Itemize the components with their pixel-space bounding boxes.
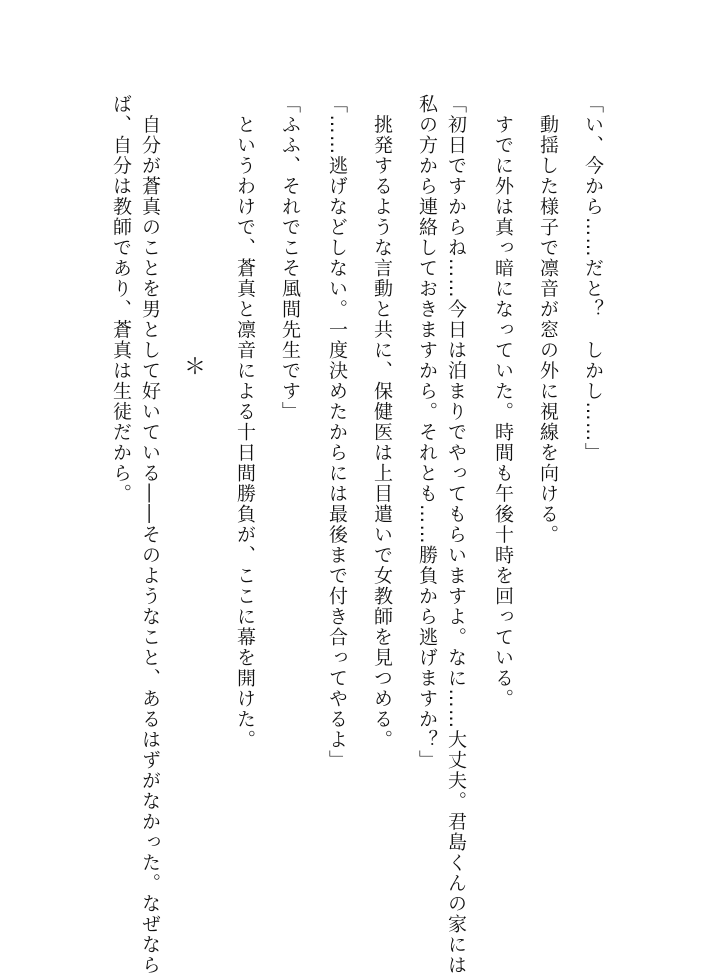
- text-line-8: 「ふふ、それでこそ風間先生です」: [279, 94, 301, 422]
- text-line-3: すでに外は真っ暗になっていた。時間も午後十時を回っている。: [492, 94, 514, 709]
- text-line-7: 「……逃げなどしない。一度決めたからには最後まで付き合ってやるよ」: [326, 94, 348, 771]
- text-line-10: 自分が蒼真のことを男として好いている――そのようなこと、あるはずがなかった。なぜなら: [139, 94, 161, 976]
- text-line-5: 私の方から連絡しておきますから。それとも……勝負から逃げますか？」: [416, 94, 438, 771]
- text-line-11: ば、自分は教師であり、蒼真は生徒だから。: [110, 94, 132, 504]
- text-line-6: 挑発するような言動と共に、保健医は上目遣いで女教師を見つめる。: [371, 94, 393, 750]
- text-line-1: 「い、今から……だと？ しかし……」: [582, 94, 604, 463]
- text-line-4: 「初日ですからね……今日は泊まりでやってもらいますよ。なに……大丈夫。君島くんの家には: [445, 94, 467, 976]
- text-line-9: というわけで、蒼真と凛音による十日間勝負が、ここに幕を開けた。: [234, 94, 256, 750]
- section-separator: ＊: [183, 355, 206, 380]
- text-line-2: 動揺した様子で凛音が窓の外に視線を向ける。: [537, 94, 559, 545]
